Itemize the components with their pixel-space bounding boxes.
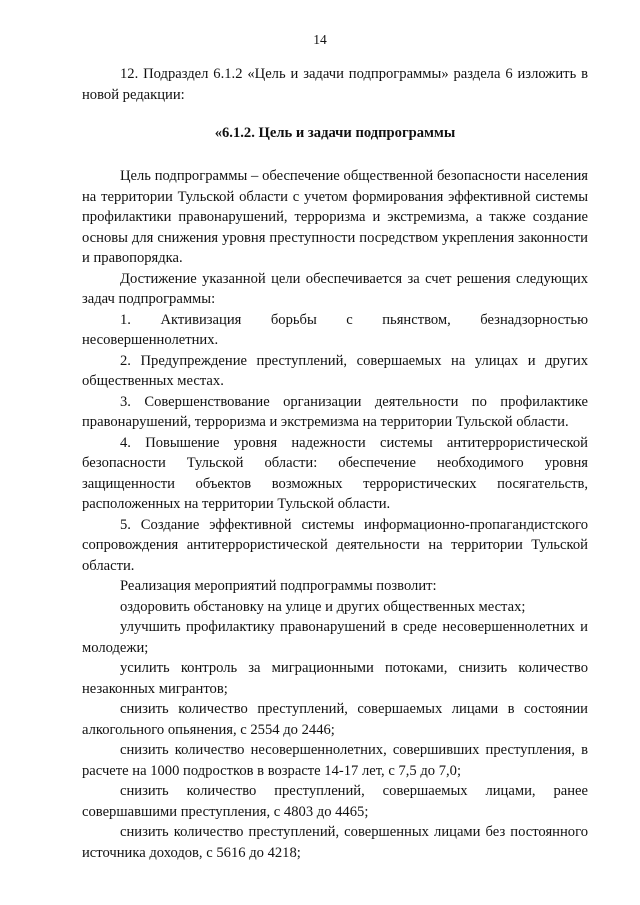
page-number: 14 <box>313 32 327 47</box>
result-item: оздоровить обстановку на улице и других общественных местах; <box>120 598 526 615</box>
task-item: 5. Создание эффективной системы информационно-пропагандистского сопровождения антитеррористической деятельности на территории Тульской области. <box>82 516 588 574</box>
goal-paragraph: Цель подпрограммы – обеспечение общественной безопасности населения на территории Тульской области с учетом формирования эффективной системы профилактики правонарушений, терроризма и экстремизма, а также создание основы для снижения уровня преступности посредством укрепления законности и правопорядка. <box>82 168 588 266</box>
amendment-intro: 12. Подраздел 6.1.2 «Цель и задачи подпрограммы» раздела 6 изложить в новой редакции: <box>82 66 588 103</box>
tasks-intro: Достижение указанной цели обеспечивается за счет решения следующих задач подпрограммы: <box>82 270 588 307</box>
result-item: снизить количество несовершеннолетних, совершивших преступления, в расчете на 1000 подростков в возрасте 14-17 лет, с 7,5 до 7,0; <box>82 742 588 779</box>
result-item: снизить количество преступлений, совершаемых лицами в состоянии алкогольного опьянения, с 2554 до 2446; <box>82 701 588 738</box>
task-item: 4. Повышение уровня надежности системы антитеррористической безопасности Тульской области: обеспечение необходимого уровня защищенности объектов возможных террористических посягательств, расположенных на территории Тульской области. <box>82 434 588 512</box>
section-title: «6.1.2. Цель и задачи подпрограммы <box>214 125 456 141</box>
task-item: 1. Активизация борьбы с пьянством, безнадзорностью несовершеннолетних. <box>82 311 588 348</box>
results-intro: Реализация мероприятий подпрограммы позволит: <box>120 578 437 594</box>
task-item: 3. Совершенствование организации деятельности по профилактике правонарушений, терроризма и экстремизма на территории Тульской области. <box>82 393 588 430</box>
result-item: снизить количество преступлений, совершенных лицами без постоянного источника доходов, с 5616 до 4218; <box>82 824 588 861</box>
task-item: 2. Предупреждение преступлений, совершаемых на улицах и других общественных местах. <box>82 352 588 389</box>
document-body <box>82 64 588 863</box>
result-item: усилить контроль за миграционными потоками, снизить количество незаконных мигрантов; <box>82 660 588 697</box>
result-item: улучшить профилактику правонарушений в среде несовершеннолетних и молодежи; <box>82 619 588 656</box>
result-item: снизить количество преступлений, совершаемых лицами, ранее совершавшими преступления, с 4803 до 4465; <box>82 783 588 820</box>
